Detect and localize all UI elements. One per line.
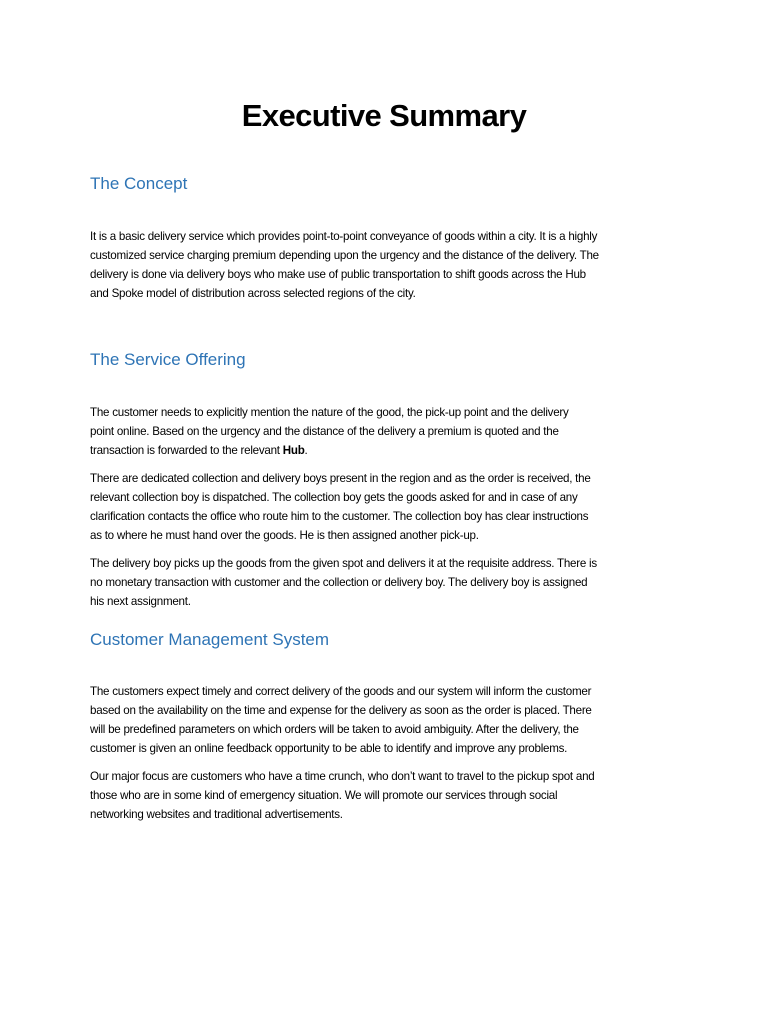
text-line: The customer needs to explicitly mention the nature of the good, the pick-up point and the delivery xyxy=(90,406,569,419)
section-heading-concept: The Concept xyxy=(90,174,188,193)
service-paragraph-1 xyxy=(90,403,678,460)
text-line: point online. Based on the urgency and the distance of the delivery a premium is quoted and the xyxy=(90,425,559,438)
hub-bold-text: Hub xyxy=(282,444,305,457)
text-line: relevant collection boy is dispatched. The collection boy gets the goods asked for and in case of any xyxy=(90,491,578,504)
section-heading-customer-management: Customer Management System xyxy=(90,630,330,649)
text-line: The delivery boy picks up the goods from the given spot and delivers it at the requisite address. There is xyxy=(90,557,597,570)
text-line: and Spoke model of distribution across selected regions of the city. xyxy=(90,287,416,300)
text-line: There are dedicated collection and delivery boys present in the region and as the order is received, the xyxy=(90,472,591,485)
text-line: delivery is done via delivery boys who make use of public transportation to shift goods across the Hub xyxy=(90,268,586,281)
text-line: It is a basic delivery service which provides point-to-point conveyance of goods within a city. It is a highly xyxy=(90,230,598,243)
text-line: based on the availability on the time and expense for the delivery as soon as the order is placed. There xyxy=(90,704,592,717)
cms-paragraph-2 xyxy=(90,767,678,824)
text-line: The customers expect timely and correct delivery of the goods and our system will inform the customer xyxy=(90,685,592,698)
text-run: . xyxy=(304,444,308,457)
text-line xyxy=(90,441,678,460)
text-line: networking websites and traditional advertisements. xyxy=(90,808,343,821)
service-paragraph-3 xyxy=(90,554,678,611)
text-line: will be predefined parameters on which orders will be taken to avoid ambiguity. After the delivery, the xyxy=(90,723,579,736)
text-line: Our major focus are customers who have a time crunch, who don’t want to travel to the pickup spot and xyxy=(90,770,595,783)
text-line: his next assignment. xyxy=(90,595,191,608)
cms-paragraph-1 xyxy=(90,682,678,758)
document-title: Executive Summary xyxy=(241,98,527,133)
text-line: clarification contacts the office who route him to the customer. The collection boy has clear instructions xyxy=(90,510,589,523)
service-paragraph-2 xyxy=(90,469,678,545)
text-line: customized service charging premium depending upon the urgency and the distance of the delivery. The xyxy=(90,249,599,262)
text-line: no monetary transaction with customer and the collection or delivery boy. The delivery boy is assigned xyxy=(90,576,588,589)
text-line: as to where he must hand over the goods. He is then assigned another pick-up. xyxy=(90,529,479,542)
text-run: transaction is forwarded to the relevant xyxy=(90,444,283,457)
text-line: those who are in some kind of emergency situation. We will promote our services through social xyxy=(90,789,558,802)
section-heading-service-offering: The Service Offering xyxy=(90,350,246,369)
concept-paragraph xyxy=(90,227,678,303)
text-line: customer is given an online feedback opportunity to be able to identify and improve any problems. xyxy=(90,742,568,755)
